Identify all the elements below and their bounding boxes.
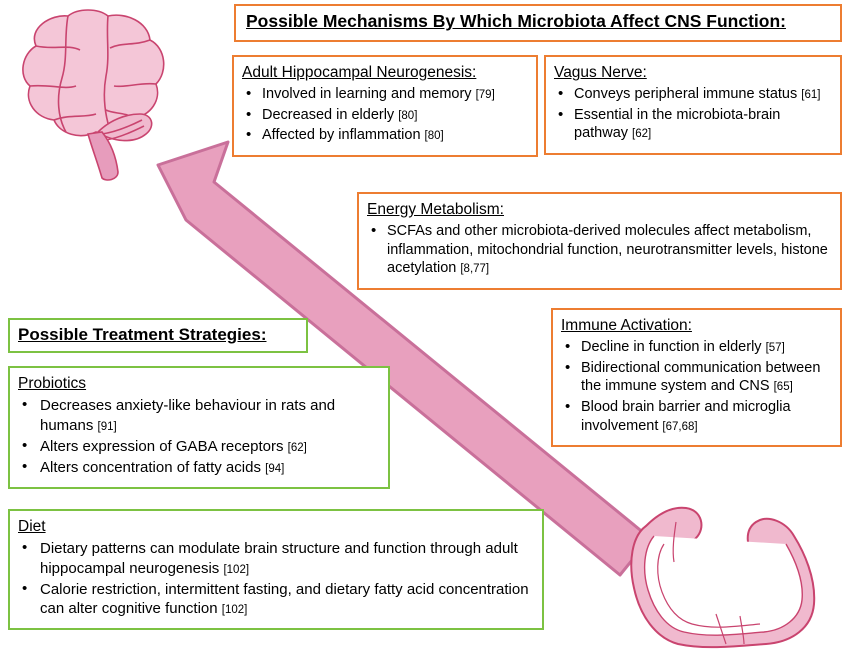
reference: [91] <box>97 420 117 433</box>
mechanisms-header-title: Possible Mechanisms By Which Microbiota Affect CNS Function: <box>246 11 786 31</box>
reference: [62] <box>632 128 652 141</box>
list-item: • Affected by inflammation [80] <box>242 126 528 145</box>
list-item: • Decreases anxiety-like behaviour in rats and humans [91] <box>18 396 380 434</box>
treatment-header-title: Possible Treatment Strategies: <box>18 325 267 344</box>
vagus-nerve-box <box>544 55 842 155</box>
treatment-header-box <box>8 318 308 353</box>
reference: [94] <box>265 462 285 475</box>
intestine-icon <box>616 492 831 652</box>
list-item: • Decline in function in elderly [57] <box>561 338 832 357</box>
reference: [65] <box>773 381 793 394</box>
brain-icon <box>6 6 196 186</box>
energy-metabolism-title: Energy Metabolism: <box>367 201 504 218</box>
probiotics-title: Probiotics <box>18 375 87 392</box>
reference: [80] <box>398 109 418 122</box>
list-item: • Calorie restriction, intermittent fasting, and dietary fatty acid concentration can alter cognitive function [102] <box>18 580 534 618</box>
reference: [79] <box>475 89 495 102</box>
diet-box <box>8 509 544 630</box>
energy-metabolism-list <box>367 222 832 278</box>
vagus-nerve-list <box>554 85 832 143</box>
reference: [102] <box>221 603 248 616</box>
reference: [102] <box>223 563 250 576</box>
probiotics-box <box>8 366 390 489</box>
list-item: • Alters expression of GABA receptors [62] <box>18 437 380 456</box>
neurogenesis-title: Adult Hippocampal Neurogenesis: <box>242 64 477 81</box>
probiotics-list <box>18 396 380 477</box>
vagus-nerve-title: Vagus Nerve: <box>554 64 647 81</box>
list-item: • Bidirectional communication between the immune system and CNS [65] <box>561 359 832 396</box>
reference: [61] <box>801 89 821 102</box>
energy-metabolism-box <box>357 192 842 290</box>
neurogenesis-box <box>232 55 538 157</box>
immune-activation-box <box>551 308 842 447</box>
list-item: • Involved in learning and memory [79] <box>242 85 528 104</box>
list-item: • Alters concentration of fatty acids [94] <box>18 458 380 477</box>
list-item: • Blood brain barrier and microglia involvement [67,68] <box>561 398 832 435</box>
reference: [80] <box>424 130 444 143</box>
immune-activation-title: Immune Activation: <box>561 317 692 334</box>
list-item: • Essential in the microbiota-brain pathway [62] <box>554 106 832 143</box>
immune-activation-list <box>561 338 832 435</box>
mechanisms-header-box <box>234 4 842 42</box>
neurogenesis-list <box>242 85 528 145</box>
list-item: • Dietary patterns can modulate brain structure and function through adult hippocampal neurogenesis [102] <box>18 539 534 577</box>
list-item: • Conveys peripheral immune status [61] <box>554 85 832 104</box>
reference: [62] <box>287 441 307 454</box>
reference: [8,77] <box>460 263 490 276</box>
diet-title: Diet <box>18 518 46 535</box>
list-item: • Decreased in elderly [80] <box>242 106 528 125</box>
reference: [67,68] <box>662 420 698 433</box>
list-item: • SCFAs and other microbiota-derived molecules affect metabolism, inflammation, mitochondrial function, neurotransmitter levels, histone acetylation [8,77] <box>367 222 832 278</box>
diet-list <box>18 539 534 618</box>
reference: [57] <box>765 342 785 355</box>
